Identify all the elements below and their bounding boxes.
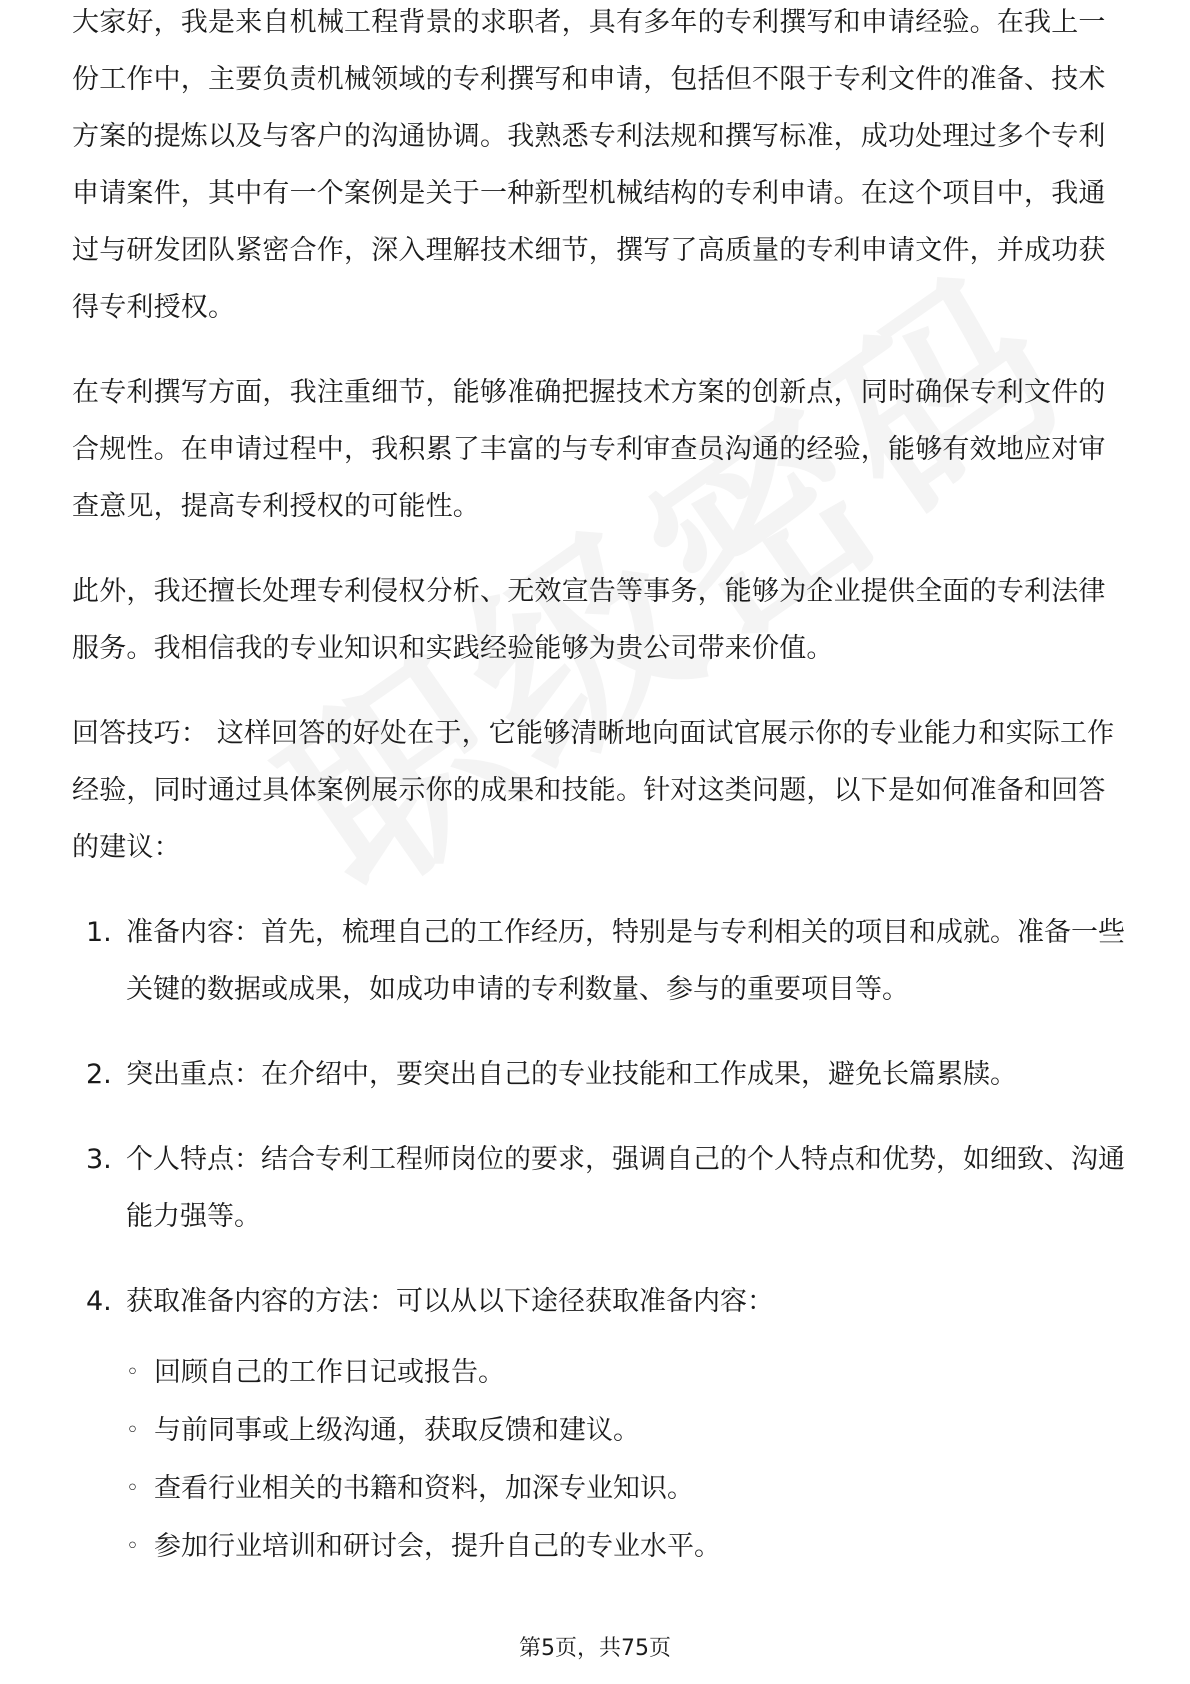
writing-paragraph: 在专利撰写方面，我注重细节，能够准确把握技术方案的创新点，同时确保专利文件的合规性。在申请过程中，我积累了丰富的与专利审查员沟通的经验，能够有效地应对审查意见，提高专利授权的可能性。 (72, 377, 1106, 522)
list-item-text: 个人特点：结合专利工程师岗位的要求，强调自己的个人特点和优势，如细致、沟通能力强等。 (126, 1144, 1125, 1232)
intro-paragraph: 大家好，我是来自机械工程背景的求职者，具有多年的专利撰写和申请经验。在我上一份工作中，主要负责机械领域的专利撰写和申请，包括但不限于专利文件的准备、技术方案的提炼以及与客户的沟通协调。我熟悉专利法规和撰写标准，成功处理过多个专利申请案件，其中有一个案例是关于一种新型机械结构的专利申请。在这个项目中，我通过与研发团队紧密合作，深入理解技术细节，撰写了高质量的专利申请文件，并成功获得专利授权。 (72, 7, 1106, 323)
bullet-icon: ◦ (126, 1360, 139, 1385)
advice-list (72, 904, 1128, 1330)
list-number: 3. (86, 1144, 112, 1175)
sublist-item (124, 1344, 1128, 1402)
list-item-text: 突出重点：在介绍中，要突出自己的专业技能和工作成果，避免长篇累牍。 (126, 1059, 1017, 1090)
list-item (72, 1273, 1128, 1330)
bullet-icon: ◦ (126, 1418, 139, 1443)
list-number: 2. (86, 1059, 112, 1090)
list-item-text: 准备内容：首先，梳理自己的工作经历，特别是与专利相关的项目和成就。准备一些关键的数据或成果，如成功申请的专利数量、参与的重要项目等。 (126, 917, 1125, 1005)
sublist-item (124, 1402, 1128, 1460)
source-sublist (72, 1344, 1128, 1576)
sublist-item-text: 查看行业相关的书籍和资料，加深专业知识。 (154, 1473, 694, 1504)
sublist-item-text: 回顾自己的工作日记或报告。 (154, 1357, 505, 1388)
page-footer: 第5页，共75页 (519, 1636, 671, 1661)
extra-skills-paragraph: 此外，我还擅长处理专利侵权分析、无效宣告等事务，能够为企业提供全面的专利法律服务。我相信我的专业知识和实践经验能够为贵公司带来价值。 (72, 576, 1106, 664)
list-item (72, 1046, 1128, 1103)
bullet-icon: ◦ (126, 1534, 139, 1559)
list-number: 1. (86, 917, 112, 948)
list-item (72, 904, 1128, 1018)
list-item-text: 获取准备内容的方法：可以从以下途径获取准备内容： (126, 1286, 774, 1317)
document-body (72, 7, 1128, 1576)
sublist-item-text: 参加行业培训和研讨会，提升自己的专业水平。 (154, 1531, 721, 1562)
list-number: 4. (86, 1286, 112, 1317)
sublist-item (124, 1460, 1128, 1518)
answer-tips-paragraph: 回答技巧： 这样回答的好处在于，它能够清晰地向面试官展示你的专业能力和实际工作经验，同时通过具体案例展示你的成果和技能。针对这类问题，以下是如何准备和回答的建议： (72, 718, 1115, 863)
list-item (72, 1131, 1128, 1245)
sublist-item (124, 1518, 1128, 1576)
bullet-icon: ◦ (126, 1476, 139, 1501)
sublist-item-text: 与前同事或上级沟通，获取反馈和建议。 (154, 1415, 640, 1446)
